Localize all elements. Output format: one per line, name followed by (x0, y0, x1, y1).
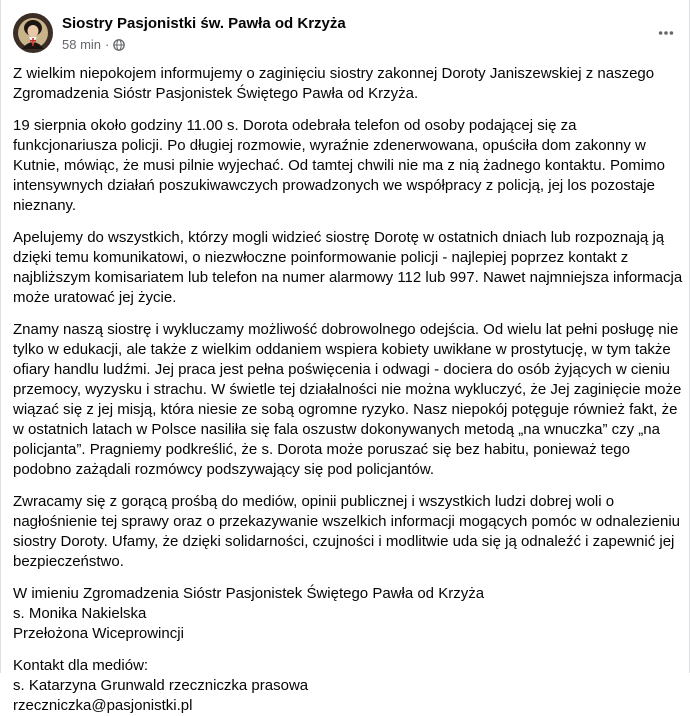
post-body (13, 64, 683, 716)
globe-icon[interactable] (113, 39, 125, 51)
meta-separator: · (105, 37, 110, 52)
post-header (1, 0, 689, 64)
post-paragraph: 19 sierpnia około godziny 11.00 s. Dorota odebrała telefon od osoby podającej się za funkcjonariusza policji. Po długiej rozmowie, wyraźnie zdenerwowana, opuściła dom zakonny w Kutnie, mówiąc, że musi pilnie wyjechać. Od tamtej chwili nie ma z nią żadnego kontaktu. Pomimo intensywnych działań poszukiwawczych prowadzonych we współpracy z policją, jej los pozostaje nieznany. (13, 117, 665, 214)
post-timestamp[interactable]: 58 min (62, 37, 102, 52)
page-avatar-icon[interactable] (13, 13, 53, 53)
post-paragraph: Apelujemy do wszystkich, którzy mogli widzieć siostrę Dorotę w ostatnich dniach lub rozpoznają ją dzięki temu komunikatowi, o niezwłoczne poinformowanie policji - najlepiej poprzez kontakt z najbliższym komisariatem lub telefon na numer alarmowy 112 lub 997. Nawet najmniejsza informacja może uratować jej życie. (13, 229, 683, 306)
post-author-name[interactable]: Siostry Pasjonistki św. Pawła od Krzyża (62, 15, 346, 32)
post-meta (62, 37, 125, 52)
post-signature: W imieniu Zgromadzenia Sióstr Pasjonistek Świętego Pawła od Krzyża s. Monika Nakielska Przełożona Wiceprowincji (13, 585, 485, 642)
post-paragraph: Znamy naszą siostrę i wykluczamy możliwość dobrowolnego odejścia. Od wielu lat pełni posługę nie tylko w edukacji, ale także z wielkim oddaniem wspiera kobiety uwikłane w prostytucję, w tym także ofiary handlu ludźmi. Jej praca jest pełna poświęcenia i odwagi - dociera do osób żyjących w cieniu przemocy, wyzysku i strachu. W świetle tej działalności nie można wykluczyć, że Jej zaginięcie może wiązać się z jej misją, która niesie ze sobą ogromne ryzyko. Nasz niepokój potęguje również fakt, że w ostatnich latach w Polsce nasiliła się fala oszustw dokonywanych metodą „na wnuczka” czy „na policjanta”. Pragniemy podkreślić, że s. Dorota może poruszać się bez habitu, ponieważ tego podobno zażądali rozmówcy podszywający się pod policjantów. (13, 321, 682, 478)
post-paragraph: Zwracamy się z gorącą prośbą do mediów, opinii publicznej i wszystkich ludzi dobrej woli o nagłośnienie tej sprawy oraz o przekazywanie wszelkich informacji mogących pomóc w odnalezieniu siostry Doroty. Ufamy, że dzięki solidarności, czujności i modlitwie uda się ją odnaleźć i zapewnić jej bezpieczeństwo. (13, 493, 680, 570)
post-paragraph: Z wielkim niepokojem informujemy o zaginięciu siostry zakonnej Doroty Janiszewskiej z naszego Zgromadzenia Sióstr Pasjonistek Świętego Pawła od Krzyża. (13, 65, 655, 102)
more-options-icon[interactable] (651, 18, 681, 48)
post-contact: Kontakt dla mediów: s. Katarzyna Grunwald rzeczniczka prasowa rzeczniczka@pasjonistki.pl (13, 657, 309, 714)
